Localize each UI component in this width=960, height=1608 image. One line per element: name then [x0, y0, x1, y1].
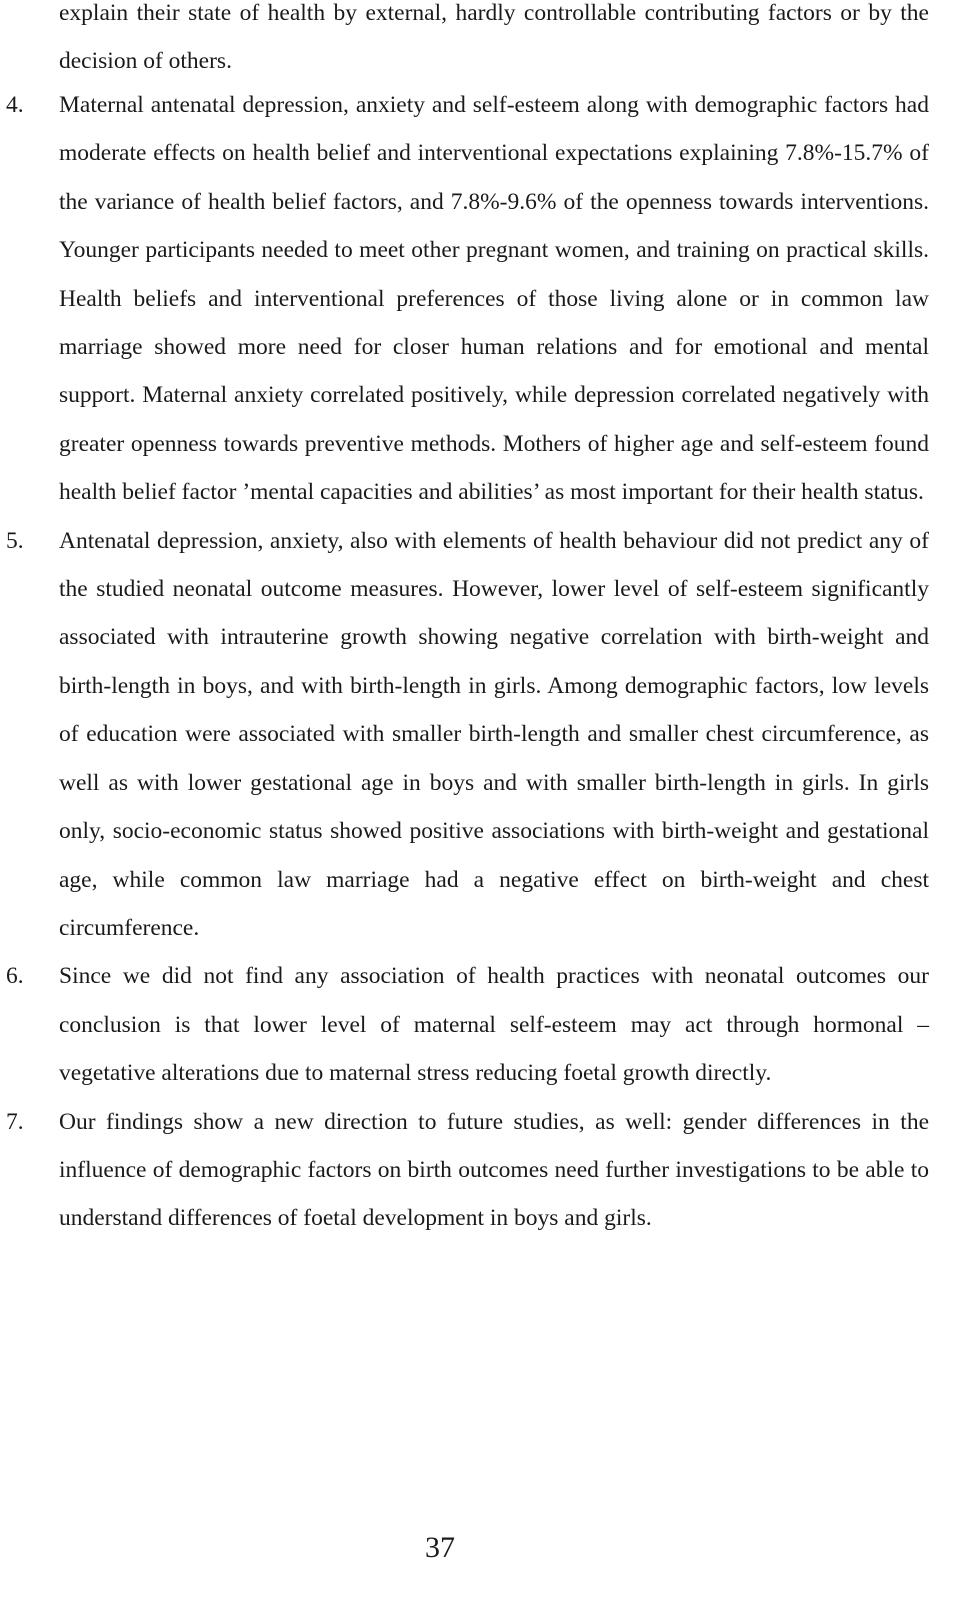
list-item	[0, 81, 929, 517]
continuation-paragraph: explain their state of health by external, hardly controllable contributing factors or by the decision of others.	[59, 0, 929, 75]
list-item-text: Since we did not find any association of health practices with neonatal outcomes our conclusion is that lower level of maternal self-esteem may act through hormonal – vegetative alterations due to maternal stress reducing foetal growth directly.	[59, 963, 929, 1087]
page-number: 37	[425, 1531, 455, 1564]
list-item-text: Our findings show a new direction to future studies, as well: gender differences in the influence of demographic factors on birth outcomes need further investigations to be able to understand differences of foetal development in boys and girls.	[59, 1108, 929, 1232]
list-item	[0, 517, 929, 953]
list-item-number: 5.	[6, 527, 24, 554]
conclusions-list	[0, 81, 929, 1243]
list-item-number: 7.	[6, 1108, 24, 1135]
list-item	[0, 952, 929, 1097]
list-item	[0, 1098, 929, 1243]
list-item-text: Maternal antenatal depression, anxiety and self-esteem along with demographic factors had moderate effects on health belief and interventional expectations explaining 7.8%-15.7% of the variance of health belief factors, and 7.8%-9.6% of the openness towards interventions. Younger participants needed to meet other pregnant women, and training on practical skills. Health beliefs and interventional preferences of those living alone or in common law marriage showed more need for closer human relations and for emotional and mental support. Maternal anxiety correlated positively, while depression correlated negatively with greater openness towards preventive methods. Mothers of higher age and self-esteem found health belief factor ’mental capacities and abilities’ as most important for their health status.	[59, 92, 929, 506]
list-item-text: Antenatal depression, anxiety, also with elements of health behaviour did not predict any of the studied neonatal outcome measures. However, lower level of self-esteem significantly associated with intrauterine growth showing negative correlation with birth-weight and birth-length in boys, and with birth-length in girls. Among demographic factors, low levels of education were associated with smaller birth-length and smaller chest circumference, as well as with lower gestational age in boys and with smaller birth-length in girls. In girls only, socio-economic status showed positive associations with birth-weight and gestational age, while common law marriage had a negative effect on birth-weight and chest circumference.	[59, 527, 929, 941]
list-item-number: 4.	[6, 92, 24, 118]
list-item-number: 6.	[6, 963, 24, 990]
